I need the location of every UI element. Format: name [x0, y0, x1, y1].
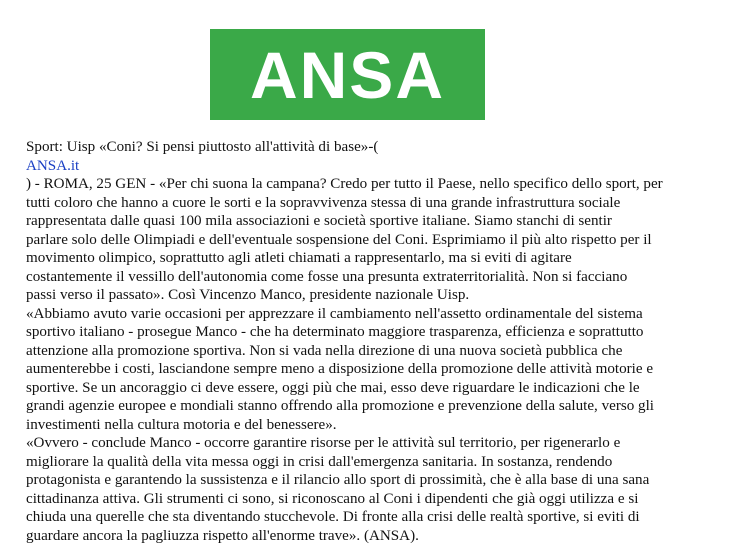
- article-line: movimento olimpico, soprattutto agli atleti chiamati a rappresentarlo, ma si eviti di agitare: [26, 250, 572, 266]
- ansa-logo-text: ANSA: [249, 37, 445, 112]
- article-text: [26, 175, 726, 545]
- article-line: tutti coloro che hanno a cuore le sorti e la sopravvivenza stessa di una grande infrastruttura sociale: [26, 194, 621, 211]
- article-line: sportive. Se un ancoraggio ci deve essere, oggi più che mai, esso deve riguardare le indicazioni che le: [26, 379, 640, 396]
- article-line: passi verso il passato». Così Vincenzo Manco, presidente nazionale Uisp.: [26, 287, 470, 303]
- article-line: grandi agenzie europee e mondiali stanno offrendo alla promozione e prevenzione della salute, verso gli: [26, 398, 654, 414]
- ansa-link[interactable]: ANSA.it: [26, 157, 80, 174]
- article-line: guardare ancora la pagliuzza rispetto all'enorme trave». (ANSA).: [26, 527, 419, 544]
- article-line: protagonista e garantendo la sussistenza e il rilancio allo sport di prossimità, che è alla base di una sana: [26, 472, 650, 488]
- article-line: migliorare la qualità della vita messa oggi in crisi dall'emergenza sanitaria. In sostanza, rendendo: [26, 453, 613, 470]
- article-body: [26, 138, 726, 545]
- article-line: parlare solo delle Olimpiadi e dell'eventuale sospensione del Coni. Esprimiamo il più alto rispetto per il: [26, 231, 652, 248]
- article-line: costantemente il vessillo dell'autonomia come fosse una presunta extraterritorialità. Non si facciano: [26, 268, 628, 285]
- article-line: «Ovvero - conclude Manco - occorre garantire risorse per le attività sul territorio, per rigenerarlo e: [26, 435, 621, 451]
- article-line: chiuda una querelle che sta diventando stucchevole. Di fronte alla crisi delle realtà sportive, si eviti di: [26, 509, 640, 525]
- article-line: «Abbiamo avuto varie occasioni per apprezzare il cambiamento nell'assetto ordinamentale del sistema: [26, 305, 643, 322]
- article-line: sportivo italiano - prosegue Manco - che ha determinato maggiore trasparenza, efficienza e soprattutto: [26, 324, 644, 340]
- article-line: attenzione alla promozione sportiva. Non si vada nella direzione di una nuova società pubblica che: [26, 342, 623, 359]
- article-line: rappresentata dalle quasi 100 mila associazioni e società sportive italiane. Siamo stanchi di sentir: [26, 213, 612, 229]
- article-headline: Sport: Uisp «Coni? Si pensi piuttosto all'attività di base»-(: [26, 139, 379, 155]
- ansa-logo: [210, 29, 485, 120]
- article-line: ) - ROMA, 25 GEN - «Per chi suona la campana? Credo per tutto il Paese, nello specifico dello sport, per: [26, 176, 663, 192]
- article-line: cittadinanza attiva. Gli strumenti ci sono, si riconoscano al Coni i dipendenti che già oggi utilizza e si: [26, 490, 639, 507]
- article-line: aumenterebbe i costi, lasciandone sempre meno a disposizione della promozione delle attività motorie e: [26, 361, 654, 377]
- article-line: investimenti nella cultura motoria e del benessere».: [26, 416, 337, 433]
